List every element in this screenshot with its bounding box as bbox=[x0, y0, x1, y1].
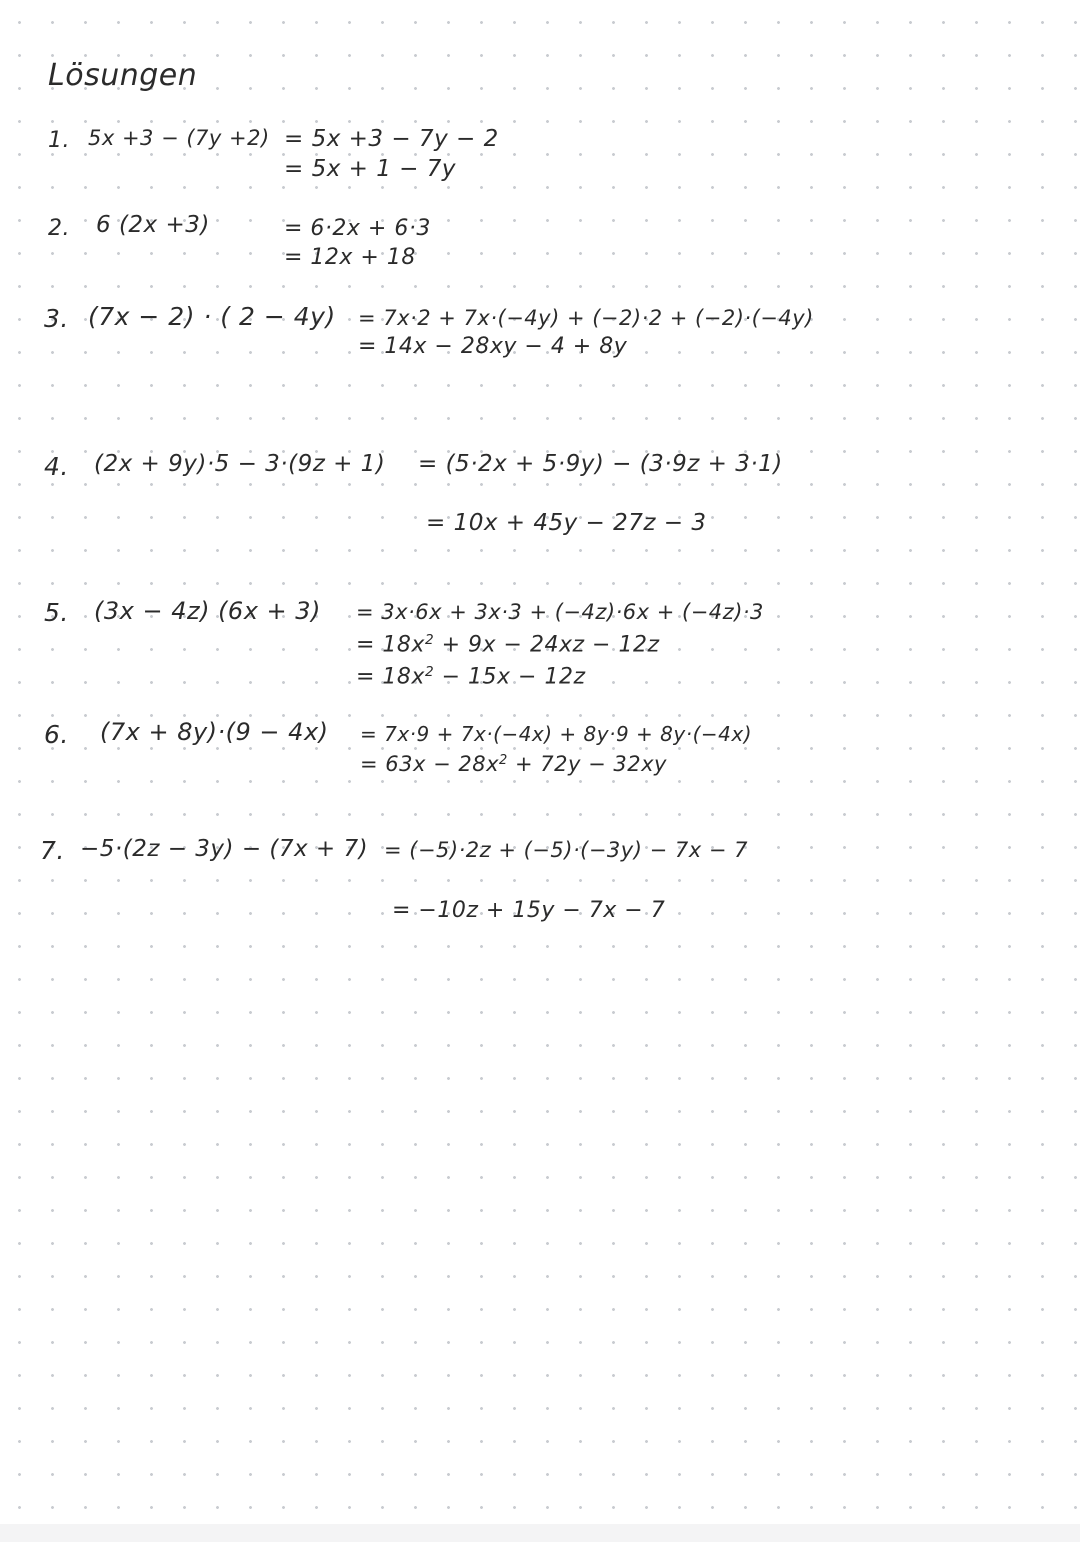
problem-4-step-2: = 10x + 45y − 27z − 3 bbox=[426, 510, 707, 536]
problem-3-step-2: = 14x − 28xy − 4 + 8y bbox=[358, 334, 628, 359]
problem-4-number: 4. bbox=[44, 452, 69, 481]
problem-2-expression: 6 (2x +3) bbox=[96, 212, 210, 238]
problem-5-step-2 bbox=[356, 632, 660, 658]
problem-6-step-1: = 7x·9 + 7x·(−4x) + 8y·9 + 8y·(−4x) bbox=[360, 722, 753, 746]
problem-6-step-2-rest: + 72y − 32xy bbox=[515, 752, 667, 776]
problem-3-step-1: = 7x·2 + 7x·(−4y) + (−2)·2 + (−2)·(−4y) bbox=[358, 306, 814, 330]
problem-1-step-1: = 5x +3 − 7y − 2 bbox=[284, 126, 499, 152]
problem-2-number: 2. bbox=[48, 216, 70, 241]
problem-7-step-2: = −10z + 15y − 7x − 7 bbox=[392, 898, 666, 923]
problem-4-step-1: = (5·2x + 5·9y) − (3·9z + 3·1) bbox=[418, 451, 783, 477]
page-title: Lösungen bbox=[48, 58, 198, 93]
problem-5-step-2-lead: = 18x bbox=[356, 632, 425, 658]
problem-2-step-2: = 12x + 18 bbox=[284, 245, 416, 270]
problem-7-number: 7. bbox=[40, 836, 65, 865]
problem-5-step-3-exponent: 2 bbox=[424, 664, 435, 680]
problem-1-number: 1. bbox=[48, 128, 70, 153]
problem-1-step-2: = 5x + 1 − 7y bbox=[284, 156, 456, 182]
problem-6-step-2 bbox=[360, 752, 667, 776]
problem-1-expression: 5x +3 − (7y +2) bbox=[88, 126, 270, 150]
problem-6-step-2-lead: = 63x − 28x bbox=[360, 752, 500, 776]
problem-5-step-1: = 3x·6x + 3x·3 + (−4z)·6x + (−4z)·3 bbox=[356, 600, 764, 624]
problem-6-step-2-exponent: 2 bbox=[499, 752, 508, 768]
problem-5-number: 5. bbox=[44, 598, 69, 627]
problem-5-step-3-lead: = 18x bbox=[356, 664, 425, 690]
problem-5-step-2-rest: + 9x − 24xz − 12z bbox=[434, 632, 660, 658]
problem-3-number: 3. bbox=[44, 304, 69, 333]
problem-7-expression: −5·(2z − 3y) − (7x + 7) bbox=[80, 836, 369, 862]
problem-7-step-1: = (−5)·2z + (−5)·(−3y) − 7x − 7 bbox=[384, 838, 748, 862]
problem-4-expression: (2x + 9y)·5 − 3·(9z + 1) bbox=[94, 451, 386, 477]
problem-6-number: 6. bbox=[44, 720, 69, 749]
problem-5-step-3-rest: − 15x − 12z bbox=[434, 664, 586, 690]
problem-3-expression: (7x − 2) · ( 2 − 4y) bbox=[88, 302, 336, 331]
problem-5-expression: (3x − 4z) (6x + 3) bbox=[94, 597, 321, 625]
problem-5-step-2-exponent: 2 bbox=[424, 632, 435, 648]
problem-2-step-1: = 6·2x + 6·3 bbox=[284, 216, 431, 241]
problem-5-step-3 bbox=[356, 664, 586, 690]
problem-6-expression: (7x + 8y)·(9 − 4x) bbox=[100, 718, 329, 746]
page-bottom-edge bbox=[0, 1524, 1080, 1542]
